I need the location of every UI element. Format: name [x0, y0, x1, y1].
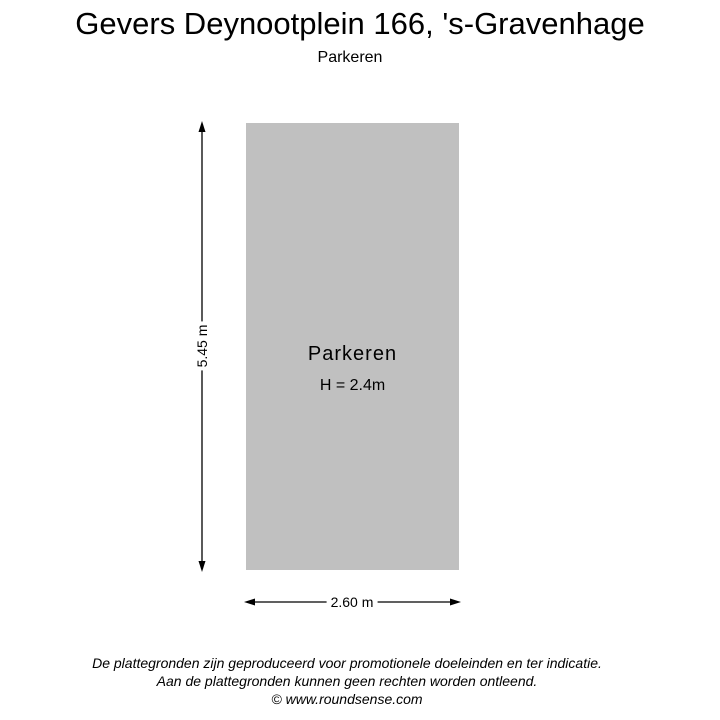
page-title: Gevers Deynootplein 166, 's-Gravenhage	[75, 6, 645, 41]
horizontal-dimension-label: 2.60 m	[327, 594, 378, 610]
arrow-left-icon	[244, 599, 255, 606]
arrow-up-icon	[199, 121, 206, 132]
arrow-down-icon	[199, 561, 206, 572]
room-name-label: Parkeren	[307, 343, 398, 365]
copyright-line: © www.roundsense.com	[271, 691, 423, 707]
disclaimer-line-2: Aan de plattegronden kunnen geen rechten worden ontleend.	[156, 673, 538, 689]
disclaimer	[0, 654, 694, 708]
vertical-dimension-label: 5.45 m	[194, 322, 210, 371]
floor-subtitle: Parkeren	[317, 49, 383, 66]
disclaimer-line-1: De plattegronden zijn geproduceerd voor promotionele doeleinden en ter indicatie.	[92, 655, 602, 671]
room-height-label: H = 2.4m	[319, 377, 386, 394]
arrow-right-icon	[450, 599, 461, 606]
